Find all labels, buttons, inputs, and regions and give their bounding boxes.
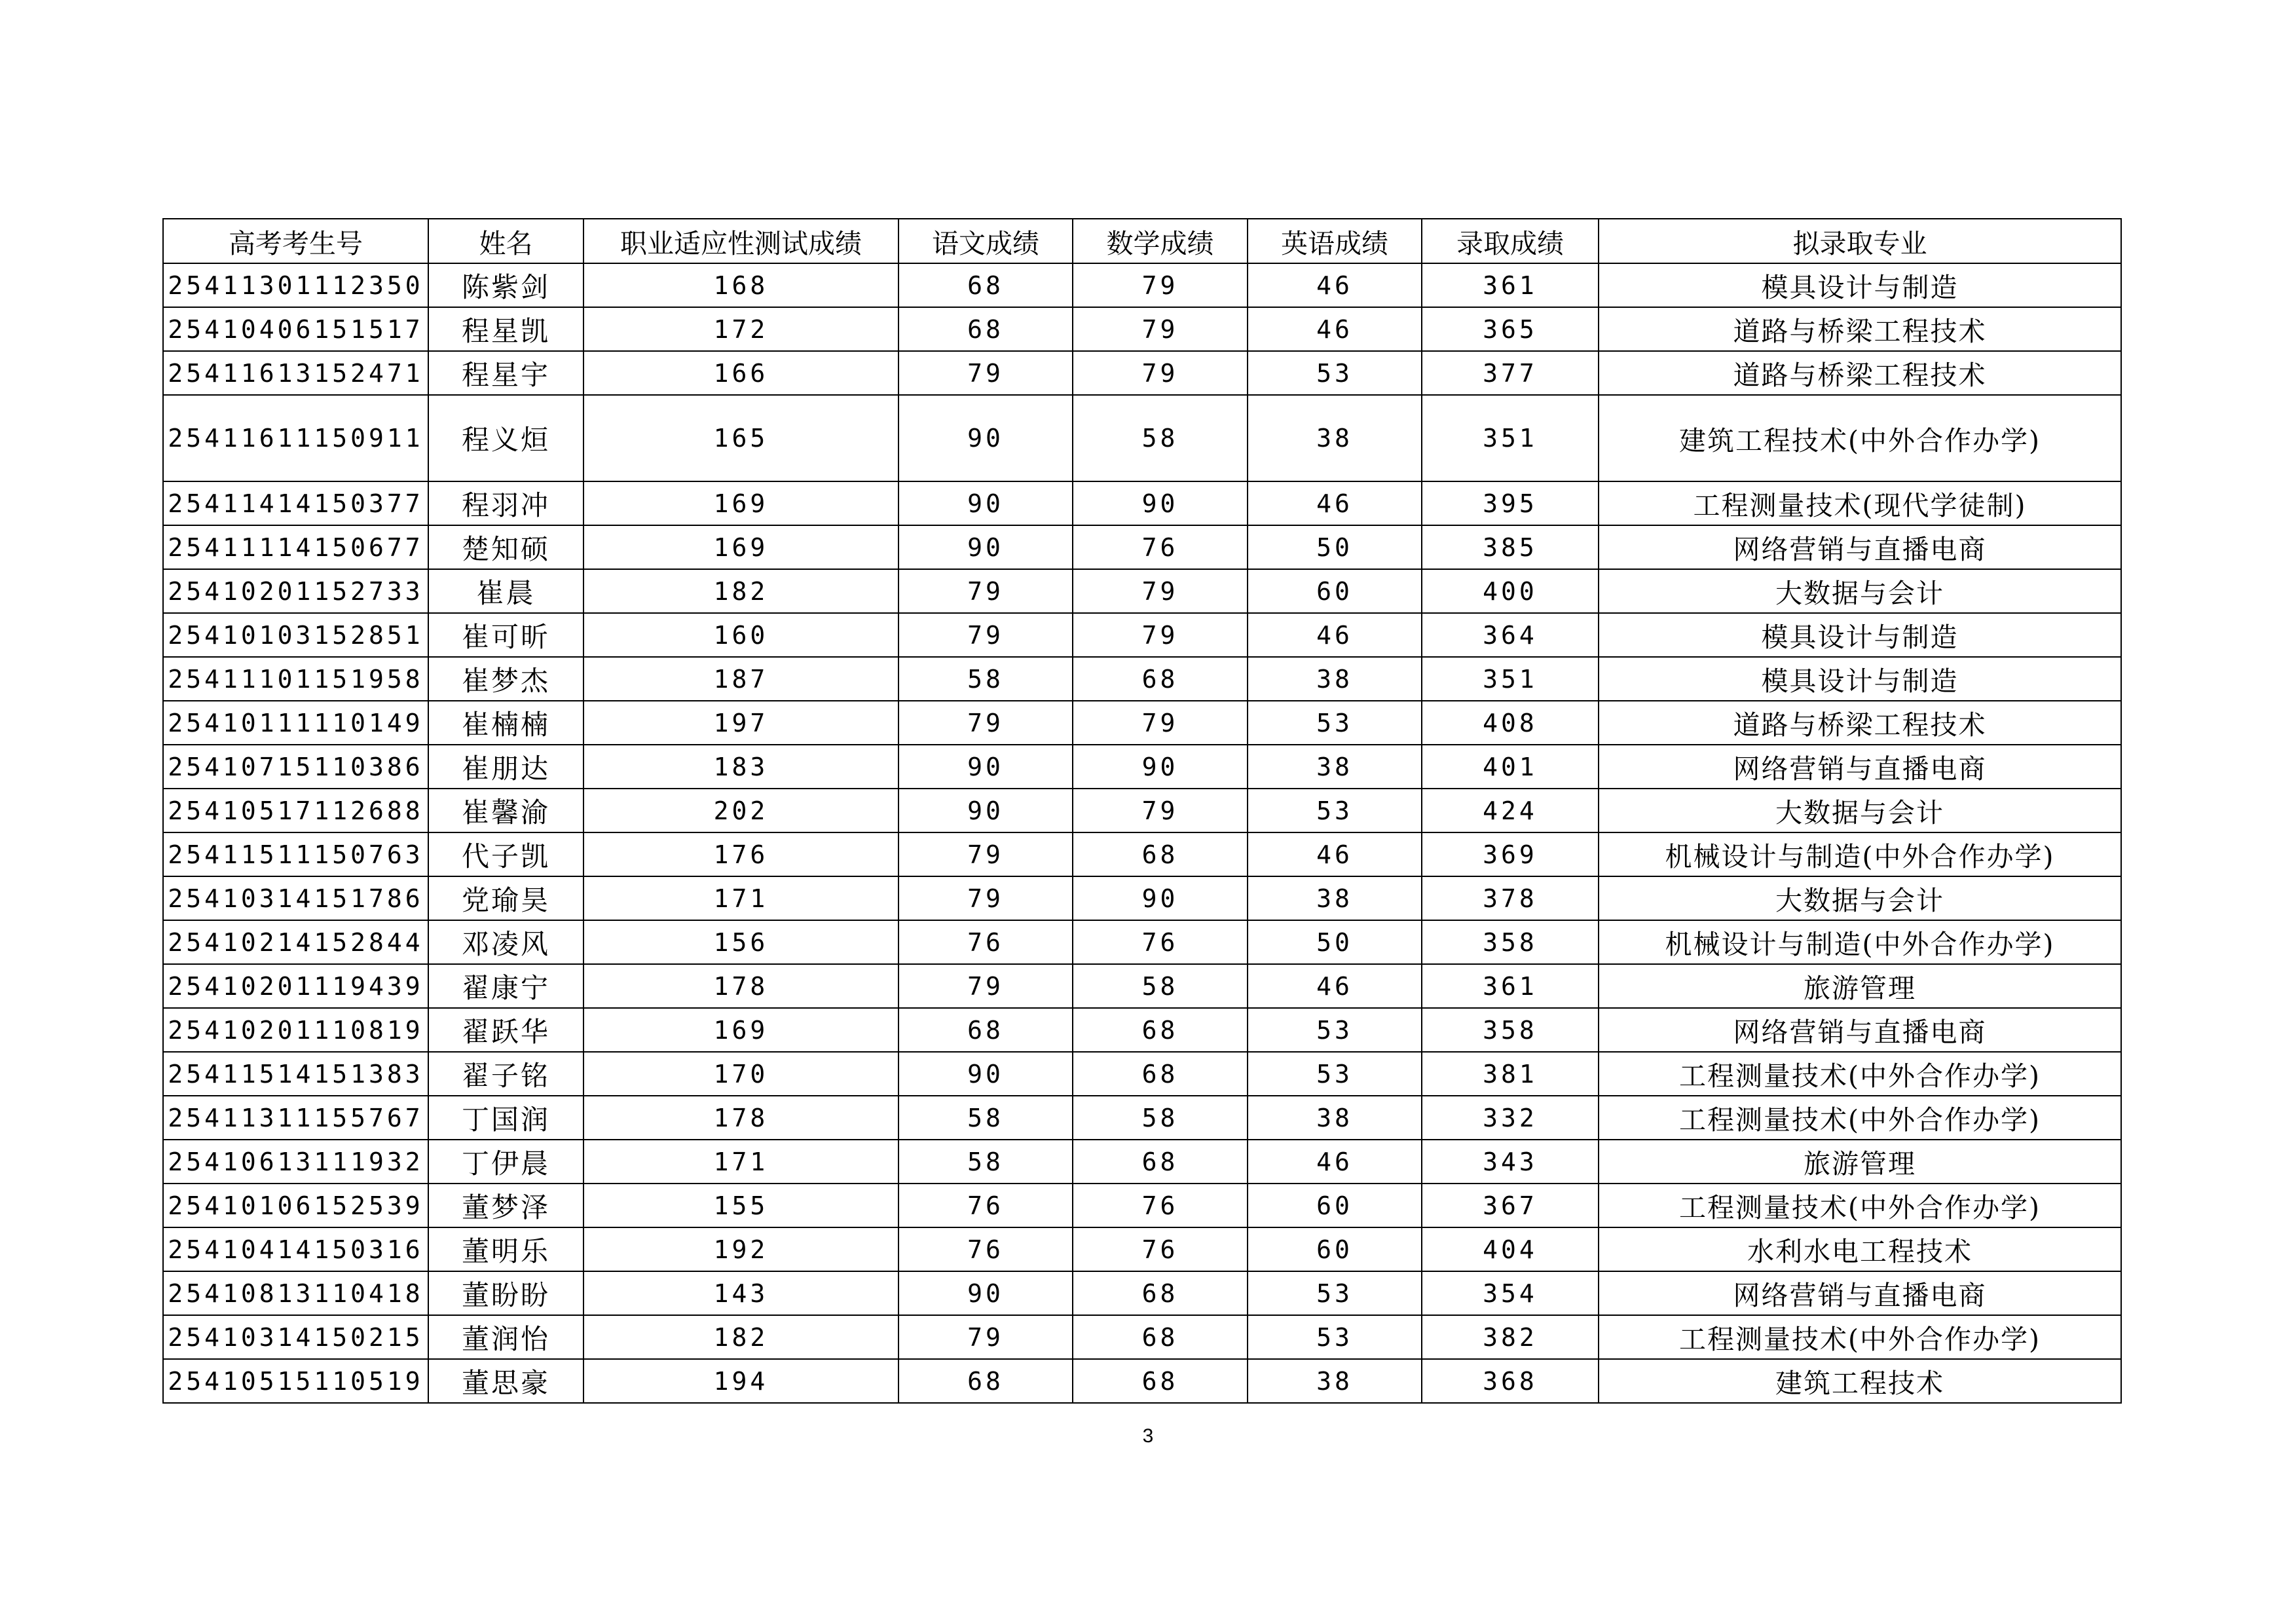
name-cell: 翟康宁 [428, 964, 583, 1008]
table-row [163, 1227, 2121, 1271]
vocational-test-score-cell: 171 [583, 1140, 898, 1184]
name-cell: 董润怡 [428, 1315, 583, 1359]
chinese-score-cell: 79 [898, 613, 1073, 657]
english-score-cell: 60 [1248, 569, 1422, 613]
admission-score-cell: 368 [1422, 1359, 1599, 1403]
chinese-score-cell: 79 [898, 351, 1073, 395]
exam-number-cell: 25410517112688 [163, 789, 428, 832]
exam-number-cell: 25410201152733 [163, 569, 428, 613]
chinese-score-cell: 58 [898, 1096, 1073, 1140]
english-score-cell: 53 [1248, 1052, 1422, 1096]
table-row [163, 1052, 2121, 1096]
table-row [163, 832, 2121, 876]
math-score-cell: 76 [1073, 525, 1248, 569]
table-row [163, 613, 2121, 657]
math-score-cell: 68 [1073, 1052, 1248, 1096]
name-cell: 董明乐 [428, 1227, 583, 1271]
table-row [163, 1359, 2121, 1403]
math-score-cell: 58 [1073, 964, 1248, 1008]
math-score-cell: 79 [1073, 351, 1248, 395]
math-score-cell: 90 [1073, 481, 1248, 525]
major-cell: 旅游管理 [1599, 964, 2121, 1008]
exam-number-cell: 25410214152844 [163, 920, 428, 964]
exam-number-cell: 25410515110519 [163, 1359, 428, 1403]
english-score-cell: 53 [1248, 1008, 1422, 1052]
math-score-cell: 76 [1073, 920, 1248, 964]
exam-number-cell: 25410813110418 [163, 1271, 428, 1315]
table-row [163, 351, 2121, 395]
vocational-test-score-cell: 160 [583, 613, 898, 657]
exam-number-cell: 25411611150911 [163, 395, 428, 481]
math-score-cell: 58 [1073, 395, 1248, 481]
math-score-cell: 79 [1073, 307, 1248, 351]
exam-number-cell: 25410201119439 [163, 964, 428, 1008]
vocational-test-score-cell: 197 [583, 701, 898, 745]
table-row [163, 395, 2121, 481]
page-number: 3 [1142, 1425, 1154, 1447]
vocational-test-score-cell: 178 [583, 964, 898, 1008]
major-cell: 道路与桥梁工程技术 [1599, 307, 2121, 351]
table-row [163, 481, 2121, 525]
admission-score-cell: 378 [1422, 876, 1599, 920]
vocational-test-score-cell: 170 [583, 1052, 898, 1096]
admission-score-cell: 381 [1422, 1052, 1599, 1096]
english-score-cell: 53 [1248, 351, 1422, 395]
major-cell: 建筑工程技术(中外合作办学) [1599, 395, 2121, 481]
english-score-cell: 53 [1248, 1271, 1422, 1315]
english-score-cell: 50 [1248, 525, 1422, 569]
math-score-cell: 90 [1073, 876, 1248, 920]
exam-number-cell: 25411311155767 [163, 1096, 428, 1140]
chinese-score-cell: 79 [898, 832, 1073, 876]
table-row [163, 1008, 2121, 1052]
exam-number-cell: 25410314150215 [163, 1315, 428, 1359]
table-row [163, 964, 2121, 1008]
major-cell: 工程测量技术(中外合作办学) [1599, 1315, 2121, 1359]
admission-table [162, 218, 2122, 1404]
english-score-cell: 50 [1248, 920, 1422, 964]
major-cell: 建筑工程技术 [1599, 1359, 2121, 1403]
name-cell: 丁伊晨 [428, 1140, 583, 1184]
vocational-test-score-cell: 178 [583, 1096, 898, 1140]
table-row [163, 1140, 2121, 1184]
exam-number-cell: 25410314151786 [163, 876, 428, 920]
exam-number-cell: 25410201110819 [163, 1008, 428, 1052]
math-score-cell: 76 [1073, 1227, 1248, 1271]
exam-number-cell: 25410103152851 [163, 613, 428, 657]
vocational-test-score-cell: 143 [583, 1271, 898, 1315]
english-score-cell: 46 [1248, 481, 1422, 525]
english-score-cell: 38 [1248, 1096, 1422, 1140]
vocational-test-score-cell: 202 [583, 789, 898, 832]
table-row [163, 701, 2121, 745]
admission-score-cell: 424 [1422, 789, 1599, 832]
major-cell: 网络营销与直播电商 [1599, 525, 2121, 569]
vocational-test-score-cell: 166 [583, 351, 898, 395]
admission-score-cell: 351 [1422, 395, 1599, 481]
chinese-score-cell: 79 [898, 964, 1073, 1008]
english-score-cell: 38 [1248, 657, 1422, 701]
major-cell: 工程测量技术(中外合作办学) [1599, 1052, 2121, 1096]
exam-number-cell: 25410613111932 [163, 1140, 428, 1184]
english-score-cell: 46 [1248, 613, 1422, 657]
vocational-test-score-cell: 176 [583, 832, 898, 876]
major-cell: 模具设计与制造 [1599, 613, 2121, 657]
exam-number-cell: 25411514151383 [163, 1052, 428, 1096]
english-score-cell: 46 [1248, 1140, 1422, 1184]
chinese-score-cell: 90 [898, 789, 1073, 832]
english-score-cell: 38 [1248, 1359, 1422, 1403]
name-cell: 董思豪 [428, 1359, 583, 1403]
table-row [163, 307, 2121, 351]
english-score-cell: 38 [1248, 876, 1422, 920]
name-cell: 翟子铭 [428, 1052, 583, 1096]
name-cell: 程义烜 [428, 395, 583, 481]
admission-score-cell: 361 [1422, 263, 1599, 307]
name-cell: 程星宇 [428, 351, 583, 395]
header-name: 姓名 [428, 219, 583, 263]
math-score-cell: 79 [1073, 701, 1248, 745]
major-cell: 道路与桥梁工程技术 [1599, 701, 2121, 745]
major-cell: 网络营销与直播电商 [1599, 1008, 2121, 1052]
table-row [163, 569, 2121, 613]
math-score-cell: 68 [1073, 657, 1248, 701]
admission-score-cell: 401 [1422, 745, 1599, 789]
vocational-test-score-cell: 182 [583, 569, 898, 613]
major-cell: 工程测量技术(现代学徒制) [1599, 481, 2121, 525]
table-row [163, 263, 2121, 307]
exam-number-cell: 25411114150677 [163, 525, 428, 569]
major-cell: 机械设计与制造(中外合作办学) [1599, 920, 2121, 964]
admission-score-cell: 364 [1422, 613, 1599, 657]
chinese-score-cell: 68 [898, 1008, 1073, 1052]
vocational-test-score-cell: 194 [583, 1359, 898, 1403]
chinese-score-cell: 58 [898, 657, 1073, 701]
math-score-cell: 58 [1073, 1096, 1248, 1140]
english-score-cell: 60 [1248, 1184, 1422, 1227]
header-proposed-major: 拟录取专业 [1599, 219, 2121, 263]
major-cell: 网络营销与直播电商 [1599, 1271, 2121, 1315]
admission-score-cell: 382 [1422, 1315, 1599, 1359]
table-row [163, 876, 2121, 920]
english-score-cell: 46 [1248, 832, 1422, 876]
admission-score-cell: 395 [1422, 481, 1599, 525]
english-score-cell: 46 [1248, 307, 1422, 351]
name-cell: 程星凯 [428, 307, 583, 351]
header-chinese-score: 语文成绩 [898, 219, 1073, 263]
admission-score-cell: 358 [1422, 920, 1599, 964]
table-row [163, 789, 2121, 832]
chinese-score-cell: 79 [898, 1315, 1073, 1359]
english-score-cell: 53 [1248, 701, 1422, 745]
chinese-score-cell: 79 [898, 701, 1073, 745]
admission-score-cell: 385 [1422, 525, 1599, 569]
vocational-test-score-cell: 192 [583, 1227, 898, 1271]
english-score-cell: 46 [1248, 263, 1422, 307]
admission-score-cell: 400 [1422, 569, 1599, 613]
chinese-score-cell: 90 [898, 745, 1073, 789]
chinese-score-cell: 90 [898, 395, 1073, 481]
table-body [163, 263, 2121, 1403]
math-score-cell: 68 [1073, 1008, 1248, 1052]
math-score-cell: 68 [1073, 1140, 1248, 1184]
admission-score-cell: 408 [1422, 701, 1599, 745]
chinese-score-cell: 58 [898, 1140, 1073, 1184]
chinese-score-cell: 79 [898, 876, 1073, 920]
vocational-test-score-cell: 169 [583, 481, 898, 525]
chinese-score-cell: 90 [898, 525, 1073, 569]
exam-number-cell: 25410414150316 [163, 1227, 428, 1271]
math-score-cell: 79 [1073, 613, 1248, 657]
exam-number-cell: 25411301112350 [163, 263, 428, 307]
exam-number-cell: 25410106152539 [163, 1184, 428, 1227]
table-row [163, 1271, 2121, 1315]
name-cell: 丁国润 [428, 1096, 583, 1140]
english-score-cell: 53 [1248, 789, 1422, 832]
table-row [163, 745, 2121, 789]
major-cell: 工程测量技术(中外合作办学) [1599, 1096, 2121, 1140]
admission-score-cell: 367 [1422, 1184, 1599, 1227]
admission-score-cell: 351 [1422, 657, 1599, 701]
name-cell: 崔晨 [428, 569, 583, 613]
name-cell: 楚知硕 [428, 525, 583, 569]
major-cell: 网络营销与直播电商 [1599, 745, 2121, 789]
major-cell: 大数据与会计 [1599, 569, 2121, 613]
english-score-cell: 46 [1248, 964, 1422, 1008]
major-cell: 模具设计与制造 [1599, 657, 2121, 701]
header-math-score: 数学成绩 [1073, 219, 1248, 263]
name-cell: 崔楠楠 [428, 701, 583, 745]
admission-score-cell: 358 [1422, 1008, 1599, 1052]
table-row [163, 1315, 2121, 1359]
name-cell: 邓凌风 [428, 920, 583, 964]
chinese-score-cell: 79 [898, 569, 1073, 613]
english-score-cell: 53 [1248, 1315, 1422, 1359]
major-cell: 工程测量技术(中外合作办学) [1599, 1184, 2121, 1227]
chinese-score-cell: 90 [898, 1271, 1073, 1315]
admission-score-cell: 354 [1422, 1271, 1599, 1315]
vocational-test-score-cell: 168 [583, 263, 898, 307]
admission-score-cell: 365 [1422, 307, 1599, 351]
vocational-test-score-cell: 156 [583, 920, 898, 964]
chinese-score-cell: 68 [898, 263, 1073, 307]
vocational-test-score-cell: 183 [583, 745, 898, 789]
exam-number-cell: 25410406151517 [163, 307, 428, 351]
table-header-row [163, 219, 2121, 263]
chinese-score-cell: 76 [898, 1184, 1073, 1227]
name-cell: 崔梦杰 [428, 657, 583, 701]
vocational-test-score-cell: 169 [583, 1008, 898, 1052]
english-score-cell: 60 [1248, 1227, 1422, 1271]
admission-score-cell: 369 [1422, 832, 1599, 876]
admission-score-cell: 404 [1422, 1227, 1599, 1271]
vocational-test-score-cell: 182 [583, 1315, 898, 1359]
name-cell: 代子凯 [428, 832, 583, 876]
chinese-score-cell: 76 [898, 920, 1073, 964]
vocational-test-score-cell: 165 [583, 395, 898, 481]
chinese-score-cell: 68 [898, 307, 1073, 351]
header-english-score: 英语成绩 [1248, 219, 1422, 263]
vocational-test-score-cell: 171 [583, 876, 898, 920]
major-cell: 大数据与会计 [1599, 876, 2121, 920]
admission-table-container [162, 218, 2120, 1404]
name-cell: 翟跃华 [428, 1008, 583, 1052]
english-score-cell: 38 [1248, 745, 1422, 789]
math-score-cell: 68 [1073, 1315, 1248, 1359]
name-cell: 程羽冲 [428, 481, 583, 525]
major-cell: 水利水电工程技术 [1599, 1227, 2121, 1271]
vocational-test-score-cell: 172 [583, 307, 898, 351]
major-cell: 机械设计与制造(中外合作办学) [1599, 832, 2121, 876]
major-cell: 模具设计与制造 [1599, 263, 2121, 307]
header-exam-number: 高考考生号 [163, 219, 428, 263]
admission-score-cell: 332 [1422, 1096, 1599, 1140]
math-score-cell: 79 [1073, 569, 1248, 613]
chinese-score-cell: 76 [898, 1227, 1073, 1271]
table-row [163, 920, 2121, 964]
vocational-test-score-cell: 187 [583, 657, 898, 701]
table-row [163, 657, 2121, 701]
math-score-cell: 68 [1073, 832, 1248, 876]
exam-number-cell: 25411511150763 [163, 832, 428, 876]
english-score-cell: 38 [1248, 395, 1422, 481]
table-row [163, 1096, 2121, 1140]
admission-score-cell: 361 [1422, 964, 1599, 1008]
exam-number-cell: 25410111110149 [163, 701, 428, 745]
exam-number-cell: 25411414150377 [163, 481, 428, 525]
name-cell: 崔馨渝 [428, 789, 583, 832]
name-cell: 董盼盼 [428, 1271, 583, 1315]
name-cell: 崔朋达 [428, 745, 583, 789]
math-score-cell: 68 [1073, 1359, 1248, 1403]
name-cell: 崔可昕 [428, 613, 583, 657]
chinese-score-cell: 68 [898, 1359, 1073, 1403]
vocational-test-score-cell: 155 [583, 1184, 898, 1227]
exam-number-cell: 25410715110386 [163, 745, 428, 789]
major-cell: 旅游管理 [1599, 1140, 2121, 1184]
admission-score-cell: 343 [1422, 1140, 1599, 1184]
vocational-test-score-cell: 169 [583, 525, 898, 569]
chinese-score-cell: 90 [898, 1052, 1073, 1096]
name-cell: 董梦泽 [428, 1184, 583, 1227]
math-score-cell: 79 [1073, 263, 1248, 307]
chinese-score-cell: 90 [898, 481, 1073, 525]
admission-score-cell: 377 [1422, 351, 1599, 395]
name-cell: 党瑜昊 [428, 876, 583, 920]
exam-number-cell: 25411613152471 [163, 351, 428, 395]
exam-number-cell: 25411101151958 [163, 657, 428, 701]
header-vocational-test-score: 职业适应性测试成绩 [583, 219, 898, 263]
math-score-cell: 79 [1073, 789, 1248, 832]
major-cell: 道路与桥梁工程技术 [1599, 351, 2121, 395]
table-row [163, 525, 2121, 569]
table-row [163, 1184, 2121, 1227]
math-score-cell: 68 [1073, 1271, 1248, 1315]
math-score-cell: 76 [1073, 1184, 1248, 1227]
major-cell: 大数据与会计 [1599, 789, 2121, 832]
header-admission-score: 录取成绩 [1422, 219, 1599, 263]
math-score-cell: 90 [1073, 745, 1248, 789]
name-cell: 陈紫剑 [428, 263, 583, 307]
